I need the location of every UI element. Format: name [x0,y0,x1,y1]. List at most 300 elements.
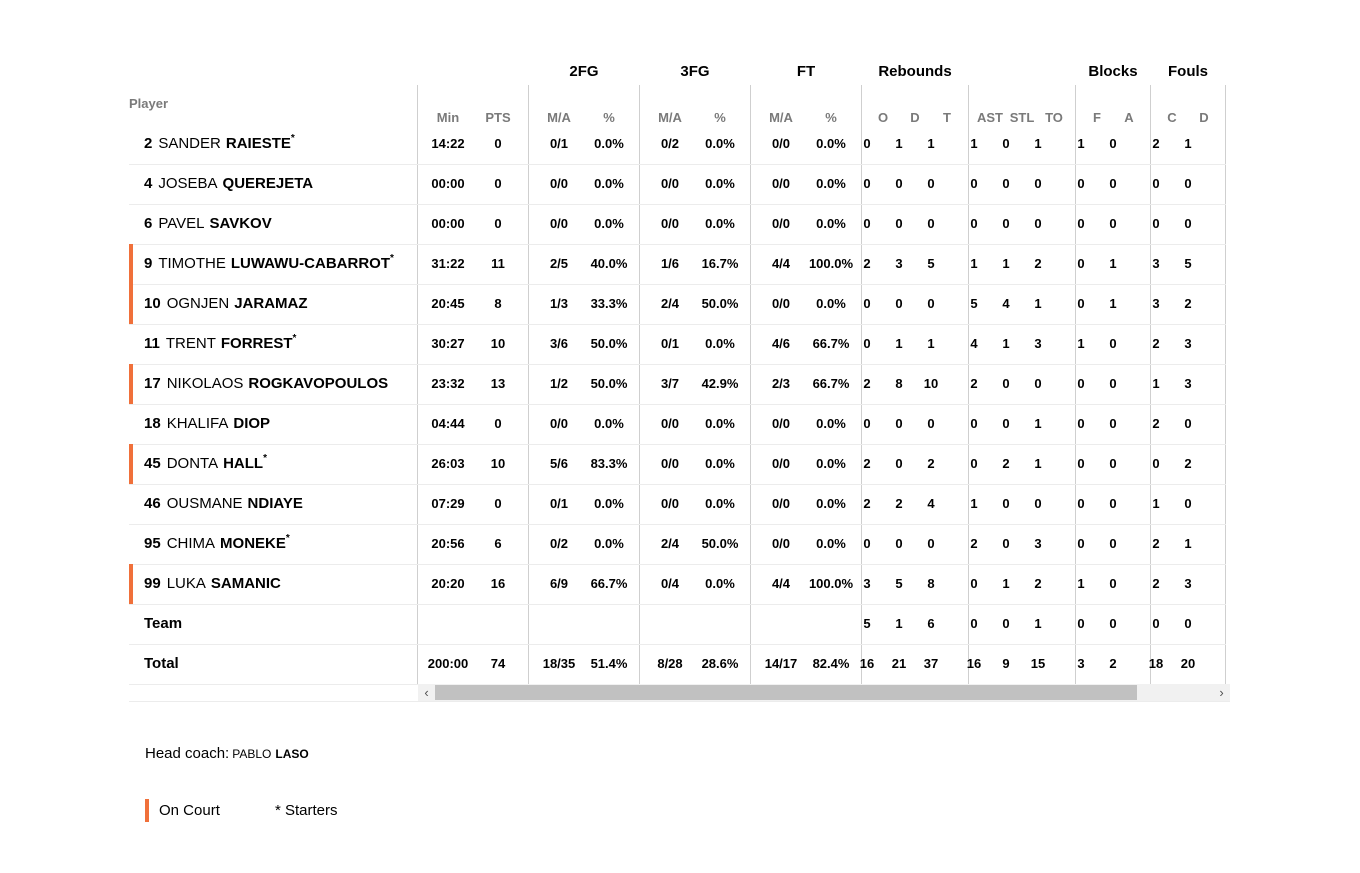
stat-foul-d: 1 [1184,136,1192,151]
stat-blk-f: 0 [1077,296,1085,311]
stat-foul-c: 1 [1152,496,1160,511]
stat-reb-d: 0 [895,456,903,471]
stat-reb-d: 8 [895,376,903,391]
stat-to: 3 [1034,536,1042,551]
stat-reb-t: 6 [927,616,935,631]
team-label: Team [144,615,183,632]
player-last-name: FORREST [220,335,293,352]
stat-foul-c: 3 [1152,296,1160,311]
stat-stl: 2 [1002,456,1010,471]
stat-ft-ma: 0/0 [771,536,791,551]
player-name[interactable] [144,175,313,192]
player-name[interactable] [144,295,308,312]
stat-blk-f: 1 [1077,576,1085,591]
starter-mark: * [263,453,267,464]
stat-ast: 0 [970,416,978,431]
stat-fg2-pct: 0.0% [594,496,624,511]
stat-fg2-pct: 0.0% [594,216,624,231]
player-name[interactable] [144,575,281,592]
stat-pts: 10 [490,456,506,471]
stat-pts: 8 [494,296,502,311]
stat-blk-a: 0 [1109,456,1117,471]
stat-stl: 0 [1002,416,1010,431]
stat-fg2-pct: 0.0% [594,136,624,151]
stat-fg3-pct: 0.0% [705,216,735,231]
stat-ft-pct: 0.0% [816,496,846,511]
player-number: 17 [144,375,161,392]
stat-stl: 1 [1002,256,1010,271]
player-number: 95 [144,535,161,552]
stat-foul-d: 1 [1184,536,1192,551]
stat-ast: 2 [970,376,978,391]
head-coach-first-name: PABLO [232,747,272,761]
table-row [129,404,1226,445]
player-last-name: QUEREJETA [222,175,314,192]
player-last-name: DIOP [233,415,271,432]
stat-ast: 2 [970,536,978,551]
stat-blk-f: 1 [1077,136,1085,151]
stat-fg3-ma: 0/2 [660,136,680,151]
stat-blk-f: 0 [1077,496,1085,511]
stat-min: 20:56 [431,536,465,551]
stat-fg2-pct: 51.4% [590,656,628,671]
stat-reb-d: 21 [891,656,907,671]
stat-to: 0 [1034,496,1042,511]
stat-fg2-ma: 0/0 [549,216,569,231]
table-row [129,164,1226,205]
stat-ft-ma: 0/0 [771,136,791,151]
on-court-indicator [129,444,133,484]
scroll-left-icon[interactable]: ‹ [424,685,429,700]
stat-blk-f: 3 [1077,656,1085,671]
group-rebounds: Rebounds [878,63,952,80]
player-name[interactable] [144,495,303,512]
stat-stl: 9 [1002,656,1010,671]
player-number: 18 [144,415,161,432]
stat-ft-pct: 100.0% [808,256,854,271]
player-last-name: NDIAYE [247,495,303,512]
stat-to: 15 [1030,656,1046,671]
player-first-name: DONTA [166,455,219,472]
stat-ft-ma: 4/6 [771,336,791,351]
table-row [129,244,1226,285]
player-first-name: OGNJEN [166,295,230,312]
stat-reb-t: 0 [927,176,935,191]
col-reb-t: T [943,110,951,125]
stat-reb-d: 3 [895,256,903,271]
stat-stl: 1 [1002,576,1010,591]
player-last-name: SAVKOV [209,215,272,232]
stat-fg3-pct: 0.0% [705,176,735,191]
stat-reb-t: 4 [927,496,935,511]
stat-to: 0 [1034,216,1042,231]
stat-to: 1 [1034,416,1042,431]
stat-foul-d: 3 [1184,576,1192,591]
stat-foul-d: 0 [1184,416,1192,431]
starter-mark: * [290,133,295,144]
stat-reb-t: 10 [923,376,939,391]
col-reb-o: O [877,110,889,125]
stat-ft-ma: 2/3 [771,376,791,391]
stat-to: 1 [1034,296,1042,311]
stat-foul-d: 3 [1184,376,1192,391]
starter-mark: * [389,253,394,264]
stat-pts: 0 [494,136,502,151]
stat-reb-t: 37 [923,656,939,671]
stat-reb-o: 3 [863,576,871,591]
stat-reb-t: 0 [927,216,935,231]
stat-ast: 5 [970,296,978,311]
player-column-header: Player [129,96,169,111]
stat-stl: 0 [1002,216,1010,231]
stat-to: 3 [1034,336,1042,351]
stat-foul-c: 2 [1152,576,1160,591]
stat-min: 20:45 [431,296,465,311]
stat-reb-o: 2 [863,456,871,471]
stat-fg3-ma: 0/4 [660,576,680,591]
col-pts: PTS [485,110,511,125]
stat-reb-d: 2 [895,496,903,511]
col-to: TO [1045,110,1063,125]
legend-starters: * Starters [275,802,338,819]
table-row [129,124,1226,165]
stat-ft-pct: 0.0% [816,296,846,311]
stat-blk-a: 0 [1109,536,1117,551]
stat-blk-f: 0 [1077,456,1085,471]
stat-ft-ma: 0/0 [771,296,791,311]
stat-to: 0 [1034,176,1042,191]
head-coach-prefix: Head coach: [145,745,230,762]
stat-blk-a: 0 [1109,336,1117,351]
stat-fg3-ma: 3/7 [660,376,680,391]
stat-stl: 0 [1002,536,1010,551]
player-name[interactable] [144,535,290,552]
stat-ft-ma: 0/0 [771,496,791,511]
stat-reb-o: 2 [863,496,871,511]
player-name[interactable] [144,455,267,472]
stat-ft-pct: 66.7% [812,376,850,391]
on-court-indicator-icon [145,799,149,822]
stat-fg2-ma: 18/35 [542,656,576,671]
stat-stl: 0 [1002,616,1010,631]
player-number: 2 [144,135,153,152]
stat-pts: 6 [494,536,502,551]
col-stl: STL [1009,110,1035,125]
stat-fg3-pct: 0.0% [705,336,735,351]
stat-min: 04:44 [431,416,465,431]
stat-fg3-ma: 0/0 [660,496,680,511]
col-2fg-pct: % [603,110,615,125]
stat-reb-o: 5 [863,616,871,631]
stat-fg3-pct: 0.0% [705,136,735,151]
head-coach-last-name: LASO [275,747,309,761]
stat-foul-d: 3 [1184,336,1192,351]
stat-pts: 0 [494,176,502,191]
stat-fg2-pct: 40.0% [590,256,628,271]
stat-foul-d: 2 [1184,456,1192,471]
stat-reb-t: 0 [927,296,935,311]
stat-ft-pct: 0.0% [816,416,846,431]
player-first-name: KHALIFA [166,415,229,432]
stat-min: 26:03 [431,456,465,471]
stat-fg3-pct: 50.0% [701,536,739,551]
stat-ft-ma: 14/17 [764,656,798,671]
stat-blk-f: 0 [1077,176,1085,191]
stat-fg2-ma: 2/5 [549,256,569,271]
table-row [129,484,1226,525]
player-number: 4 [144,175,153,192]
scrollbar-thumb[interactable] [435,685,1137,700]
table-row [129,564,1226,605]
stat-reb-t: 0 [927,416,935,431]
stat-reb-d: 0 [895,176,903,191]
col-ft-ma: M/A [769,110,793,125]
stat-fg3-pct: 0.0% [705,456,735,471]
stat-blk-a: 0 [1109,176,1117,191]
player-last-name: HALL [223,455,264,472]
stat-fg2-pct: 50.0% [590,336,628,351]
stat-foul-c: 0 [1152,176,1160,191]
table-row [129,364,1226,405]
on-court-indicator [129,364,133,404]
legend-on-court: On Court [159,802,220,819]
stat-ast: 1 [970,256,978,271]
stat-stl: 1 [1002,336,1010,351]
stat-reb-o: 2 [863,376,871,391]
stat-fg3-ma: 0/0 [660,416,680,431]
stat-foul-d: 0 [1184,176,1192,191]
stat-reb-t: 8 [927,576,935,591]
player-name[interactable] [144,255,394,272]
stat-foul-c: 2 [1152,416,1160,431]
stat-reb-d: 1 [895,616,903,631]
stat-stl: 0 [1002,376,1010,391]
group-ft: FT [796,63,816,80]
stat-fg2-ma: 0/0 [549,416,569,431]
stat-fg3-pct: 50.0% [701,296,739,311]
stat-fg3-pct: 42.9% [701,376,739,391]
stat-reb-d: 0 [895,216,903,231]
stat-fg3-ma: 0/0 [660,456,680,471]
table-row [129,204,1226,245]
stat-fg3-ma: 1/6 [660,256,680,271]
stat-to: 2 [1034,576,1042,591]
player-number: 99 [144,575,161,592]
stat-reb-o: 0 [863,176,871,191]
stat-ft-pct: 0.0% [816,136,846,151]
stat-blk-a: 0 [1109,496,1117,511]
stat-reb-t: 2 [927,456,935,471]
table-row [129,444,1226,485]
stat-reb-t: 1 [927,136,935,151]
scroll-right-icon[interactable]: › [1219,685,1224,700]
player-name[interactable] [144,415,270,432]
stat-ft-ma: 4/4 [771,576,791,591]
total-row [129,644,1226,685]
stat-ast: 0 [970,456,978,471]
stat-reb-d: 0 [895,296,903,311]
stat-ft-pct: 0.0% [816,176,846,191]
stat-blk-f: 0 [1077,376,1085,391]
stat-min: 200:00 [427,656,469,671]
stat-blk-a: 0 [1109,576,1117,591]
stat-blk-f: 0 [1077,416,1085,431]
stat-fg3-pct: 0.0% [705,576,735,591]
stat-ast: 0 [970,216,978,231]
col-min: Min [436,110,460,125]
stat-min: 00:00 [431,176,465,191]
player-first-name: JOSEBA [158,175,218,192]
stat-ast: 1 [970,136,978,151]
stat-foul-d: 20 [1180,656,1196,671]
stat-foul-c: 0 [1152,616,1160,631]
stat-foul-c: 2 [1152,336,1160,351]
player-first-name: TRENT [165,335,216,352]
player-number: 6 [144,215,153,232]
stat-min: 07:29 [431,496,465,511]
stat-ft-ma: 0/0 [771,456,791,471]
stat-stl: 0 [1002,496,1010,511]
stat-min: 31:22 [431,256,465,271]
stat-stl: 0 [1002,136,1010,151]
stat-reb-o: 0 [863,216,871,231]
total-label: Total [144,655,179,672]
player-number: 10 [144,295,161,312]
col-reb-d: D [910,110,920,125]
stat-ast: 16 [966,656,982,671]
stat-pts: 10 [490,336,506,351]
stat-foul-c: 2 [1152,536,1160,551]
stat-reb-o: 0 [863,296,871,311]
group-fouls: Fouls [1168,63,1208,80]
stat-to: 1 [1034,456,1042,471]
stat-fg3-ma: 2/4 [660,536,680,551]
player-first-name: NIKOLAOS [166,375,244,392]
stat-ft-ma: 0/0 [771,216,791,231]
stat-fg3-pct: 0.0% [705,496,735,511]
stat-foul-c: 2 [1152,136,1160,151]
player-name[interactable] [144,375,388,392]
stat-to: 2 [1034,256,1042,271]
stat-fg2-ma: 0/0 [549,176,569,191]
stat-ft-pct: 100.0% [808,576,854,591]
stat-ft-pct: 66.7% [812,336,850,351]
stat-min: 23:32 [431,376,465,391]
stat-ast: 1 [970,496,978,511]
player-name[interactable] [144,335,296,352]
stat-ft-pct: 0.0% [816,536,846,551]
stat-blk-a: 0 [1109,216,1117,231]
stat-pts: 74 [490,656,506,671]
stat-fg3-pct: 28.6% [701,656,739,671]
stat-foul-d: 5 [1184,256,1192,271]
stat-pts: 0 [494,416,502,431]
stat-blk-f: 0 [1077,616,1085,631]
head-coach [145,745,309,762]
stat-ft-pct: 0.0% [816,216,846,231]
stat-ast: 4 [970,336,978,351]
col-3fg-ma: M/A [658,110,682,125]
stat-pts: 16 [490,576,506,591]
stat-reb-d: 5 [895,576,903,591]
stat-ft-ma: 4/4 [771,256,791,271]
stat-stl: 4 [1002,296,1010,311]
stat-reb-t: 0 [927,536,935,551]
stat-fg2-pct: 33.3% [590,296,628,311]
stat-fg2-pct: 66.7% [590,576,628,591]
stat-foul-c: 0 [1152,456,1160,471]
stat-reb-o: 0 [863,336,871,351]
stat-min: 30:27 [431,336,465,351]
stat-reb-d: 1 [895,336,903,351]
stat-pts: 0 [494,216,502,231]
player-first-name: OUSMANE [166,495,243,512]
stat-fg2-ma: 1/2 [549,376,569,391]
stat-blk-f: 0 [1077,536,1085,551]
divider [129,701,1230,702]
player-first-name: PAVEL [158,215,205,232]
stat-pts: 11 [491,256,505,271]
col-blk-a: A [1124,110,1134,125]
stat-ft-ma: 0/0 [771,416,791,431]
stat-to: 1 [1034,616,1042,631]
stat-fg2-ma: 0/1 [549,136,569,151]
group-3fg: 3FG [680,63,710,80]
stat-blk-f: 1 [1077,336,1085,351]
table-row [129,284,1226,325]
stat-blk-a: 1 [1109,256,1117,271]
stat-fg3-ma: 8/28 [657,656,683,671]
player-name[interactable] [144,135,295,152]
stat-blk-a: 0 [1109,376,1117,391]
player-name[interactable] [144,215,272,232]
stat-foul-c: 1 [1152,376,1160,391]
stat-ft-pct: 0.0% [816,456,846,471]
on-court-indicator [129,244,133,284]
stat-min: 14:22 [431,136,465,151]
stat-foul-c: 18 [1148,656,1164,671]
starter-mark: * [285,533,290,544]
stat-reb-o: 0 [863,536,871,551]
stat-reb-d: 0 [895,416,903,431]
stat-ast: 0 [970,616,978,631]
table-row [129,524,1226,565]
player-number: 11 [144,335,160,352]
on-court-indicator [129,564,133,604]
stat-fg2-ma: 5/6 [549,456,569,471]
player-first-name: TIMOTHE [158,255,226,272]
on-court-indicator [129,284,133,324]
player-first-name: CHIMA [166,535,216,552]
col-2fg-ma: M/A [547,110,571,125]
stat-ft-pct: 82.4% [812,656,850,671]
player-last-name: SAMANIC [210,575,281,592]
col-3fg-pct: % [714,110,726,125]
stat-ast: 0 [970,576,978,591]
col-foul-d: D [1199,110,1209,125]
stat-foul-d: 0 [1184,616,1192,631]
stat-pts: 0 [494,496,502,511]
stat-foul-d: 0 [1184,496,1192,511]
stat-fg2-pct: 0.0% [594,536,624,551]
stat-fg3-ma: 0/1 [660,336,680,351]
stat-foul-d: 2 [1184,296,1192,311]
stat-fg2-pct: 50.0% [590,376,628,391]
player-last-name: ROGKAVOPOULOS [248,375,389,392]
stat-to: 0 [1034,376,1042,391]
group-blocks: Blocks [1088,63,1138,80]
stat-stl: 0 [1002,176,1010,191]
